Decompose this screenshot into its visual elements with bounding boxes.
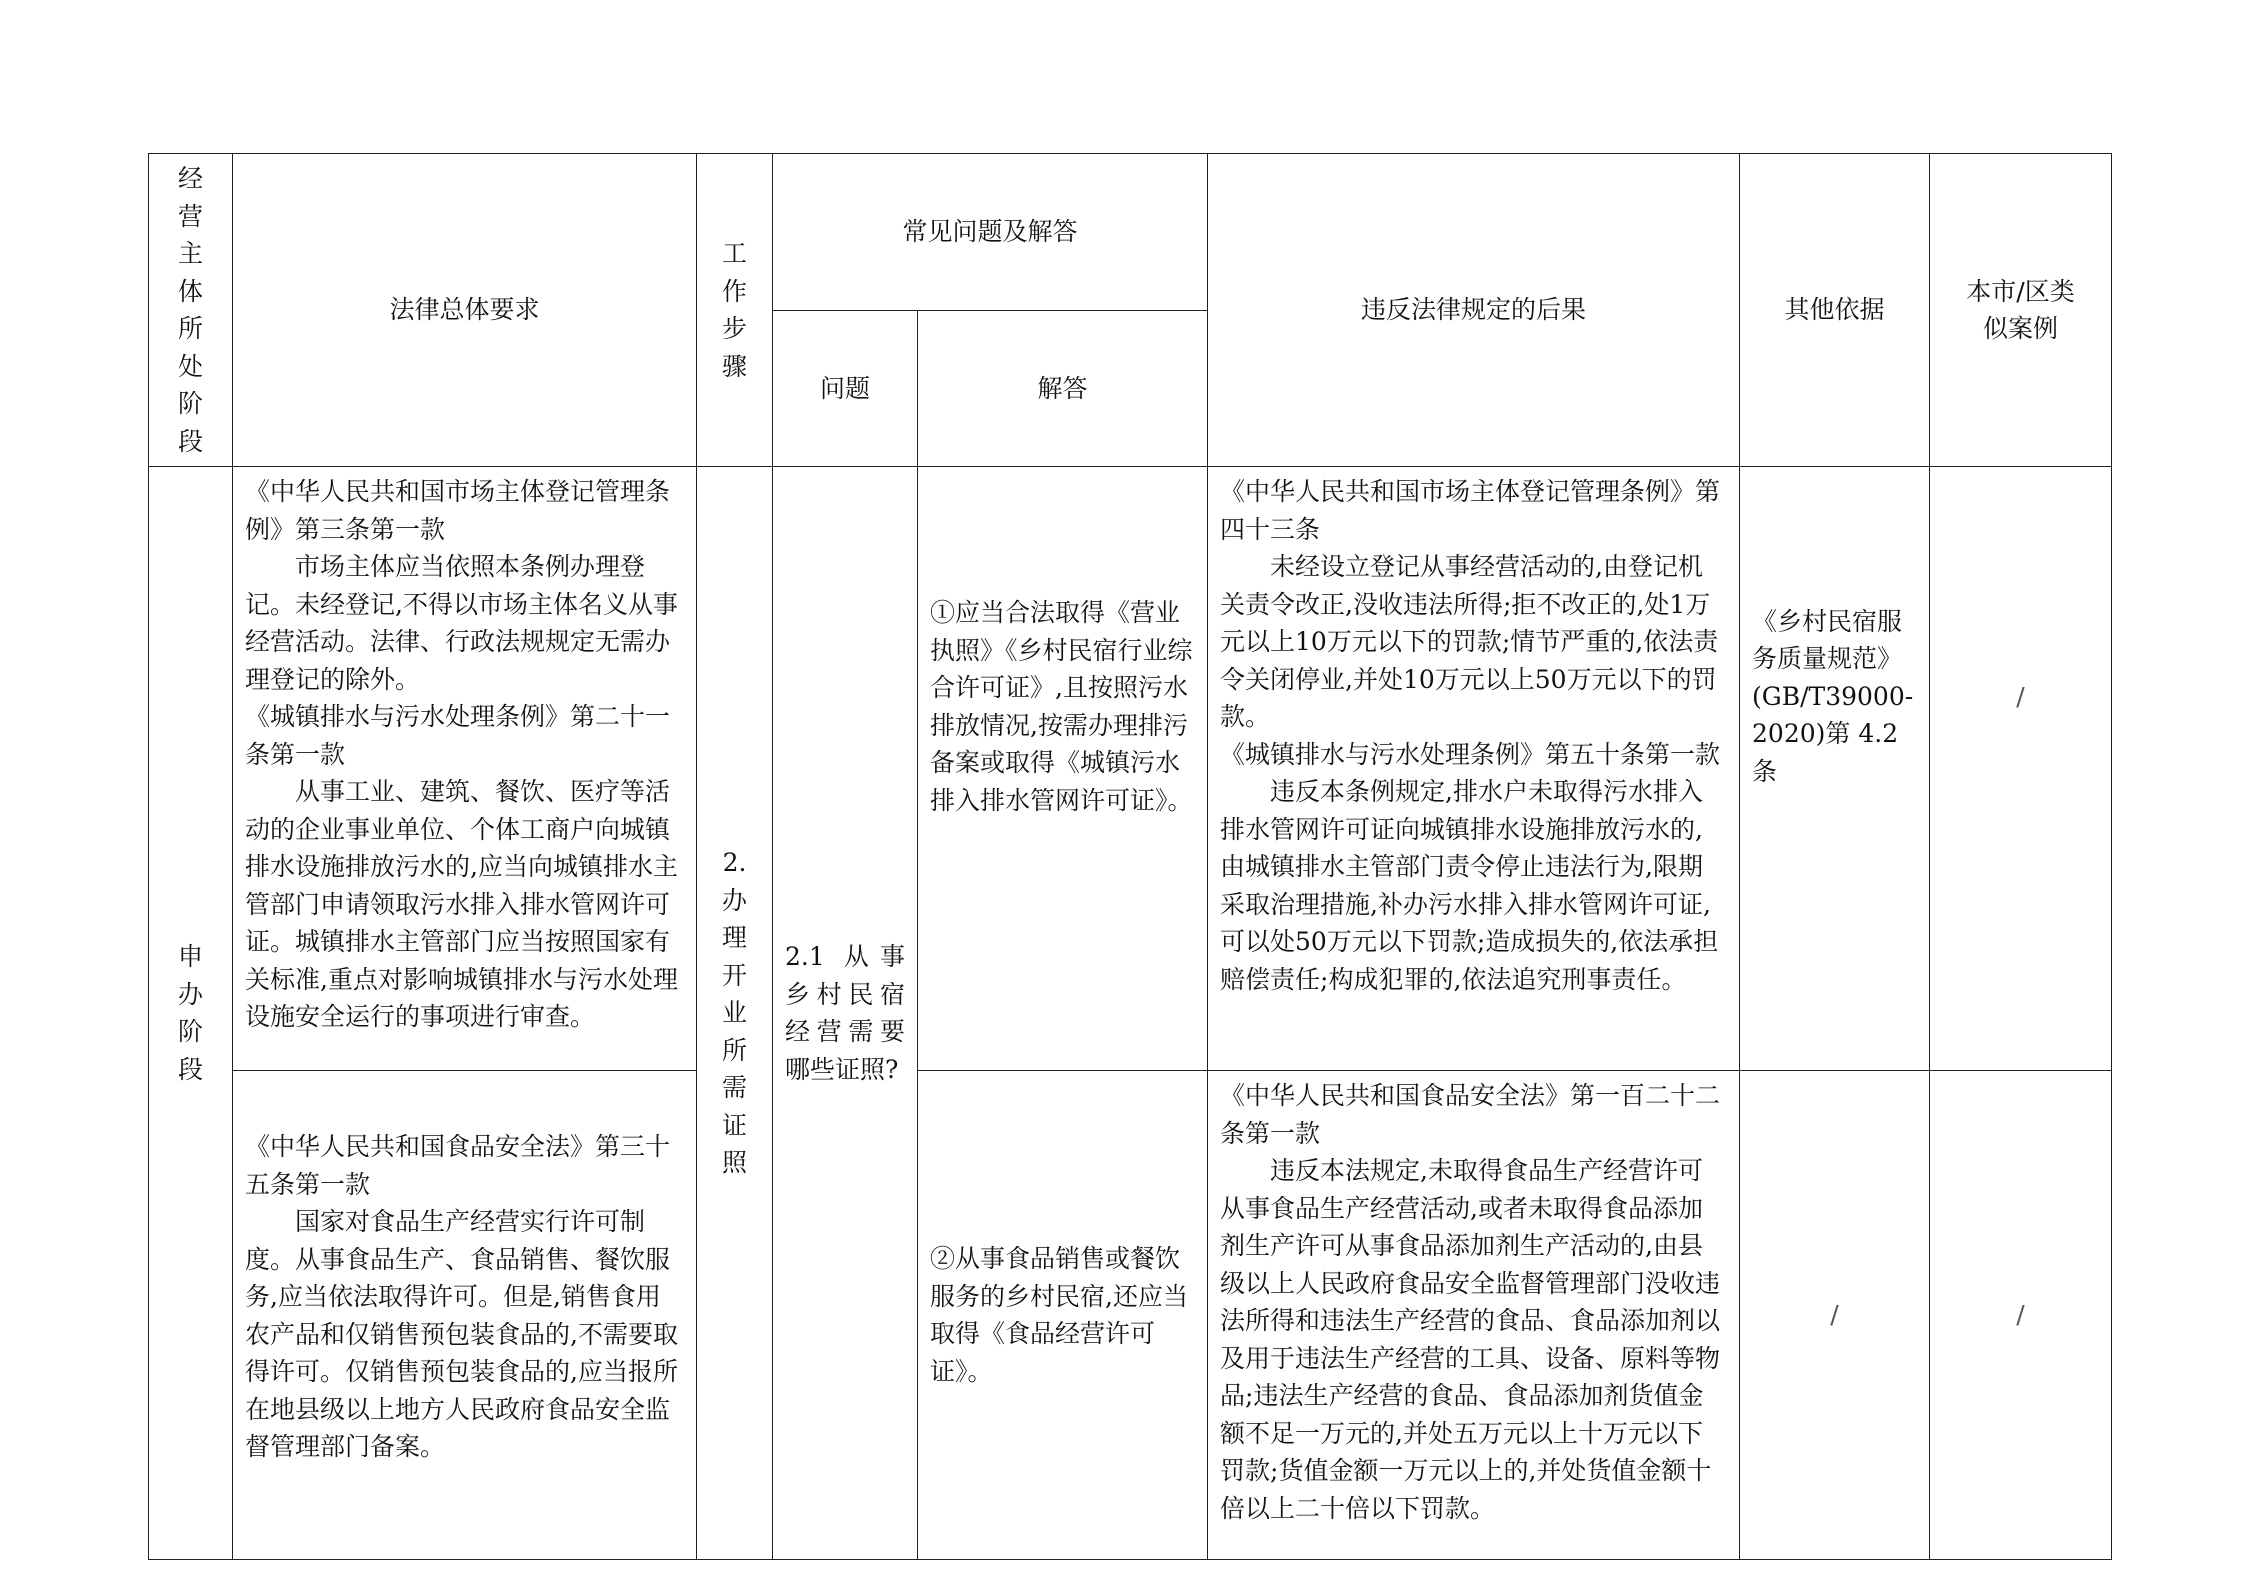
similar-cases-cell: / — [1930, 467, 2112, 1071]
header-answer: 解答 — [918, 310, 1208, 467]
legal-text: 市场主体应当依照本条例办理登记。未经登记,不得以市场主体名义从事经营活动。法律、行政法规规定无需办理登记的除外。 — [245, 552, 678, 694]
header-work-step: 工作步骤 — [697, 154, 773, 467]
stage-cell: 申办阶段 — [149, 467, 233, 1560]
header-question: 问题 — [773, 310, 918, 467]
legal-requirement-cell — [233, 1071, 697, 1560]
legal-citation: 《城镇排水与污水处理条例》第二十一条第一款 — [245, 702, 671, 769]
consequence-cell — [1208, 1071, 1740, 1560]
header-consequences: 违反法律规定的后果 — [1208, 154, 1740, 467]
header-other-basis: 其他依据 — [1740, 154, 1930, 467]
header-similar-cases: 本市/区类似案例 — [1930, 154, 2112, 467]
consequence-text: 违反本法规定,未取得食品生产经营许可从事食品生产经营活动,或者未取得食品添加剂生产许可从事食品添加剂生产活动的,由县级以上人民政府食品安全监督管理部门没收违法所得和违法生产经营的食品、食品添加剂以及用于违法生产经营的工具、设备、原料等物品;违法生产经营的食品、食品添加剂货值金额不足一万元的,并处五万元以上十万元以下罚款;货值金额一万元以上的,并处货值金额十倍以上二十倍以下罚款。 — [1220, 1156, 1721, 1523]
legal-requirement-cell — [233, 467, 697, 1071]
table-row — [149, 467, 2112, 1071]
legal-citation: 《中华人民共和国市场主体登记管理条例》第三条第一款 — [245, 477, 671, 544]
answer-cell: ①应当合法取得《营业执照》《乡村民宿行业综合许可证》,且按照污水排放情况,按需办理排污备案或取得《城镇污水排入排水管网许可证》。 — [918, 467, 1208, 1071]
other-basis-cell: 《乡村民宿服务质量规范》(GB/T39000-2020)第 4.2条 — [1740, 467, 1930, 1071]
header-stage: 经营主体所处阶段 — [149, 154, 233, 467]
work-step-cell: 2.办理开业所需证照 — [697, 467, 773, 1560]
consequence-text: 违反本条例规定,排水户未取得污水排入排水管网许可证向城镇排水设施排放污水的,由城镇排水主管部门责令停止违法行为,限期采取治理措施,补办污水排入排水管网许可证,可以处50万元以下罚款;造成损失的,依法承担赔偿责任;构成犯罪的,依法追究刑事责任。 — [1220, 777, 1719, 994]
header-legal-requirements: 法律总体要求 — [233, 154, 697, 467]
other-basis-cell: / — [1740, 1071, 1930, 1560]
legal-requirements-table — [148, 153, 2112, 1560]
consequence-citation: 《城镇排水与污水处理条例》第五十条第一款 — [1220, 739, 1721, 769]
consequence-text: 未经设立登记从事经营活动的,由登记机关责令改正,没收违法所得;拒不改正的,处1万元以上10万元以下的罚款;情节严重的,依法责令关闭停业,并处10万元以上50万元以下的罚款。 — [1220, 552, 1719, 731]
legal-citation: 《中华人民共和国食品安全法》第三十五条第一款 — [245, 1132, 671, 1199]
consequence-citation: 《中华人民共和国市场主体登记管理条例》第四十三条 — [1220, 477, 1721, 544]
similar-cases-cell: / — [1930, 1071, 2112, 1560]
answer-cell: ②从事食品销售或餐饮服务的乡村民宿,还应当取得《食品经营许可证》。 — [918, 1071, 1208, 1560]
consequence-citation: 《中华人民共和国食品安全法》第一百二十二条第一款 — [1220, 1081, 1721, 1148]
legal-text: 从事工业、建筑、餐饮、医疗等活动的企业事业单位、个体工商户向城镇排水设施排放污水的,应当向城镇排水主管部门申请领取污水排入排水管网许可证。城镇排水主管部门应当按照国家有关标准,重点对影响城镇排水与污水处理设施安全运行的事项进行审查。 — [245, 777, 678, 1031]
legal-text: 国家对食品生产经营实行许可制度。从事食品生产、食品销售、餐饮服务,应当依法取得许可。但是,销售食用农产品和仅销售预包装食品的,不需要取得许可。仅销售预包装食品的,应当报所在地县级以上地方人民政府食品安全监督管理部门备案。 — [245, 1207, 678, 1461]
question-cell: 2.1 从事乡村民宿经营需要哪些证照? — [773, 467, 918, 1560]
table-row — [149, 1071, 2112, 1560]
header-faq: 常见问题及解答 — [773, 154, 1208, 311]
consequence-cell — [1208, 467, 1740, 1071]
